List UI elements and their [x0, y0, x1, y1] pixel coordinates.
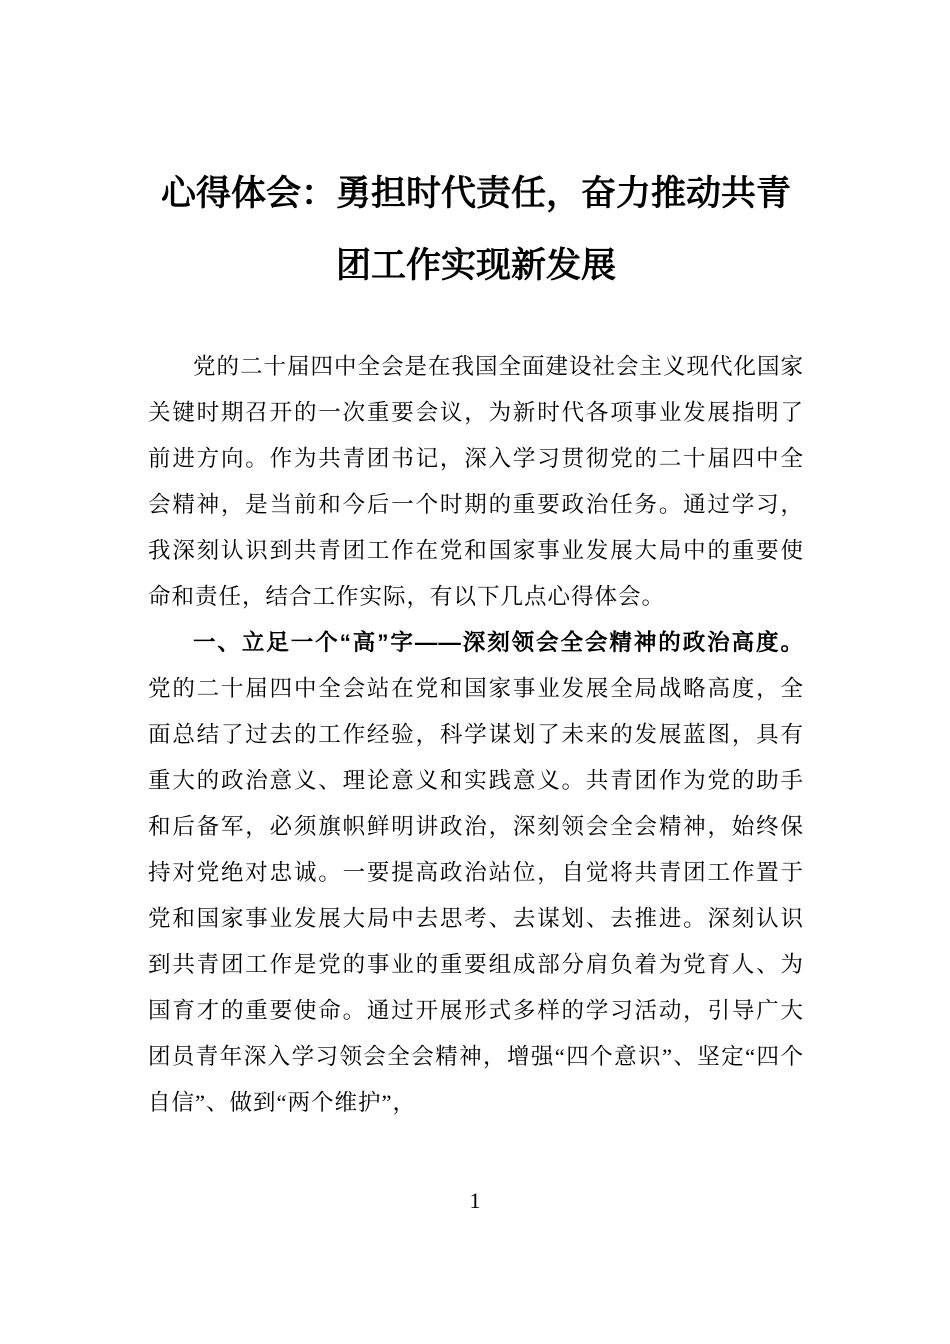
- paragraph-point-1-text: 党的二十届四中全会站在党和国家事业发展全局战略高度，全面总结了过去的工作经验，科学谋划了未来的发展蓝图，具有重大的政治意义、理论意义和实践意义。共青团作为党的助手和后备军，必须旗帜鲜明讲政治，深刻领会全会精神，始终保持对党绝对忠诚。一要提高政治站位，自觉将共青团工作置于党和国家事业发展大局中去思考、去谋划、去推进。深刻认识到共青团工作是党的事业的重要组成部分肩负着为党育人、为国育才的重要使命。通过开展形式多样的学习活动，引导广大团员青年深入学习领会全会精神，增强“四个意识”、坚定“四个自信”、做到“两个维护”，: [148, 676, 804, 1115]
- paragraph-intro: [148, 344, 804, 620]
- document-title-line-1: 心得体会：勇担时代责任，奋力推动共青: [160, 174, 791, 213]
- page-number: 1: [469, 1188, 481, 1213]
- document-content: [148, 158, 804, 1126]
- paragraph-intro-text: 党的二十届四中全会是在我国全面建设社会主义现代化国家关键时期召开的一次重要会议，为新时代各项事业发展指明了前进方向。作为共青团书记，深入学习贯彻党的二十届四中全会精神，是当前和今后一个时期的重要政治任务。通过学习，我深刻认识到共青团工作在党和国家事业发展大局中的重要使命和责任，结合工作实际，有以下几点心得体会。: [148, 354, 805, 609]
- paragraph-point-1-heading: 一、立足一个“高”字——深刻领会全会精神的政治高度。: [193, 630, 804, 655]
- paragraph-point-1: [148, 620, 804, 1126]
- document-title: [148, 158, 804, 302]
- document-title-line-2: 团工作实现新发展: [335, 246, 616, 285]
